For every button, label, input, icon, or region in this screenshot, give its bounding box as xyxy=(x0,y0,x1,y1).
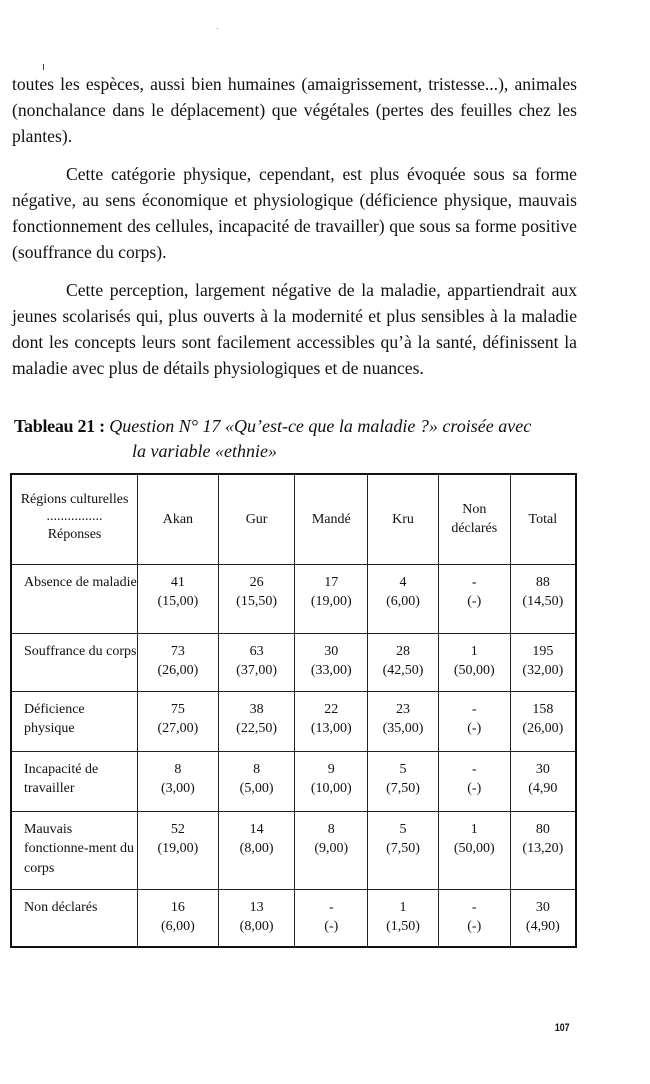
cell-percentage: (4,90 xyxy=(528,781,558,796)
cell-count: 88 xyxy=(535,574,550,590)
table-cell xyxy=(218,691,295,751)
cell-percentage: (35,00) xyxy=(382,721,424,736)
scan-artifact xyxy=(217,28,218,29)
cell-percentage: (50,00) xyxy=(453,663,495,678)
cell-count: - xyxy=(471,701,477,717)
row-label: Incapacité de travailler xyxy=(11,751,138,811)
table-cell xyxy=(368,889,439,947)
cell-count: 30 xyxy=(535,899,550,915)
scan-artifact xyxy=(43,64,44,70)
page-number: 107 xyxy=(554,1022,570,1034)
row-label: Mauvais fonctionne-ment du corps xyxy=(11,811,138,889)
cell-percentage: (42,50) xyxy=(382,663,424,678)
table-corner-header xyxy=(11,474,138,564)
cell-count: 158 xyxy=(532,701,554,717)
paragraph: toutes les espèces, aussi bien humaines (amaigrissement, tristesse...), animales (nonchalance dans le déplacement) que végétales (pertes des feuilles chez les plantes). xyxy=(12,74,577,146)
cell-count: 16 xyxy=(170,899,185,915)
table-cell xyxy=(138,564,219,633)
cell-percentage: (15,00) xyxy=(157,594,199,609)
table-caption xyxy=(14,414,594,464)
cell-percentage: (8,00) xyxy=(239,841,274,856)
column-header-total: Total xyxy=(510,474,576,564)
table-cell xyxy=(438,751,510,811)
cell-count: 17 xyxy=(324,574,339,590)
column-header-gur: Gur xyxy=(218,474,295,564)
cell-count: 1 xyxy=(399,899,407,915)
table-cell xyxy=(295,691,368,751)
table-cell xyxy=(368,751,439,811)
corner-divider-dots: ................ xyxy=(46,509,103,525)
column-header-kru: Kru xyxy=(368,474,439,564)
cell-count: 52 xyxy=(170,821,185,837)
table-cell xyxy=(138,811,219,889)
table-caption-label: Tableau 21 : xyxy=(14,416,105,436)
cell-percentage: (15,50) xyxy=(236,594,277,609)
cell-count: 30 xyxy=(324,643,339,659)
column-header-akan: Akan xyxy=(138,474,219,564)
table-cell xyxy=(295,564,368,633)
table-cell xyxy=(510,691,576,751)
table-row xyxy=(11,564,576,633)
table-row xyxy=(11,691,576,751)
row-label: Absence de maladie xyxy=(11,564,138,633)
table-cell xyxy=(438,633,510,691)
cell-count: 1 xyxy=(470,643,478,659)
table-cell xyxy=(295,889,368,947)
cell-percentage: (7,50) xyxy=(386,841,420,856)
cell-count: 1 xyxy=(470,821,478,837)
cell-percentage: (3,00) xyxy=(160,781,195,796)
table-cell xyxy=(510,889,576,947)
cell-count: 23 xyxy=(396,701,410,717)
cell-count: 22 xyxy=(324,701,339,717)
cell-count: 8 xyxy=(253,761,261,777)
cell-count: 195 xyxy=(532,643,554,659)
cell-percentage: (-) xyxy=(467,594,482,609)
cell-count: 41 xyxy=(170,574,185,590)
cell-percentage: (19,00) xyxy=(310,594,352,609)
cell-count: 80 xyxy=(535,821,550,837)
cell-count: 5 xyxy=(399,761,407,777)
table-cell xyxy=(510,564,576,633)
table-caption-title: Question N° 17 «Qu’est-ce que la maladie ?» croisée avec xyxy=(109,416,532,436)
table-cell xyxy=(438,564,510,633)
cell-count: 14 xyxy=(249,821,264,837)
cell-percentage: (22,50) xyxy=(236,721,277,736)
body-text xyxy=(12,71,577,381)
table-cell xyxy=(438,691,510,751)
cell-percentage: (14,50) xyxy=(522,594,564,609)
table-cell xyxy=(510,633,576,691)
table-cell xyxy=(295,633,368,691)
table-cell xyxy=(218,633,295,691)
cell-count: 30 xyxy=(535,761,550,777)
table-row xyxy=(11,633,576,691)
cell-percentage: (-) xyxy=(467,919,482,934)
table-header-row xyxy=(11,474,576,564)
cell-count: 38 xyxy=(249,701,264,717)
cell-percentage: (9,00) xyxy=(314,841,349,856)
cell-percentage: (37,00) xyxy=(236,663,277,678)
table-cell xyxy=(138,889,219,947)
table-cell xyxy=(218,811,295,889)
cell-count: 13 xyxy=(249,899,264,915)
cell-percentage: (13,20) xyxy=(522,841,564,856)
cell-percentage: (4,90) xyxy=(525,919,560,934)
column-header-mande: Mandé xyxy=(295,474,368,564)
table-cell xyxy=(138,751,219,811)
cell-percentage: (26,00) xyxy=(522,721,564,736)
table-cell xyxy=(218,751,295,811)
table-cell xyxy=(438,889,510,947)
cell-count: - xyxy=(471,899,477,915)
cell-count: - xyxy=(471,574,477,590)
row-label: Déficience physique xyxy=(11,691,138,751)
cell-percentage: (5,00) xyxy=(239,781,274,796)
cell-percentage: (1,50) xyxy=(386,919,420,934)
cell-count: 5 xyxy=(399,821,407,837)
table-cell xyxy=(218,889,295,947)
table-cell xyxy=(295,751,368,811)
corner-bottom-label: Réponses xyxy=(47,527,102,543)
cell-percentage: (-) xyxy=(467,781,482,796)
cell-percentage: (13,00) xyxy=(310,721,352,736)
cell-count: - xyxy=(328,899,334,915)
cell-count: 63 xyxy=(249,643,264,659)
table-cell xyxy=(368,564,439,633)
cell-count: 8 xyxy=(174,761,182,777)
cell-count: 4 xyxy=(399,574,407,590)
cell-count: 9 xyxy=(327,761,335,777)
cell-percentage: (-) xyxy=(467,721,482,736)
cell-percentage: (33,00) xyxy=(310,663,352,678)
table-cell xyxy=(368,691,439,751)
table-cell xyxy=(138,691,219,751)
column-header-non-declares: Non déclarés xyxy=(438,474,510,564)
row-label: Souffrance du corps xyxy=(11,633,138,691)
cell-percentage: (26,00) xyxy=(157,663,199,678)
cell-count: 75 xyxy=(170,701,185,717)
table-cell xyxy=(510,811,576,889)
table-caption-title-line2: la variable «ethnie» xyxy=(132,441,277,461)
table-cell xyxy=(438,811,510,889)
table-cell xyxy=(368,633,439,691)
table-row xyxy=(11,751,576,811)
row-label: Non déclarés xyxy=(11,889,138,947)
paragraph: Cette catégorie physique, cependant, est plus évoquée sous sa forme négative, au sens économique et physiologique (déficience physique, mauvais fonctionnement des cellules, incapacité de travailler) que sous sa forme positive (souffrance du corps). xyxy=(12,164,577,262)
table-cell xyxy=(138,633,219,691)
table-cell xyxy=(295,811,368,889)
cell-percentage: (-) xyxy=(324,919,339,934)
cell-percentage: (27,00) xyxy=(157,721,199,736)
table-row xyxy=(11,889,576,947)
cell-percentage: (10,00) xyxy=(310,781,352,796)
cell-percentage: (6,00) xyxy=(160,919,195,934)
cell-count: 8 xyxy=(327,821,335,837)
table-cell xyxy=(218,564,295,633)
table-cell xyxy=(510,751,576,811)
paragraph: Cette perception, largement négative de la maladie, appartiendrait aux jeunes scolarisés qui, plus ouverts à la modernité et plus sensibles à la maladie dont les concepts leurs sont facilement accessibles qu’à la santé, définissent la maladie avec plus de détails physiologiques et de nuances. xyxy=(12,280,577,378)
cell-count: - xyxy=(471,761,477,777)
cell-percentage: (50,00) xyxy=(453,841,495,856)
cell-percentage: (8,00) xyxy=(239,919,274,934)
cell-percentage: (19,00) xyxy=(157,841,199,856)
cell-count: 28 xyxy=(396,643,410,659)
cell-count: 26 xyxy=(249,574,264,590)
data-table xyxy=(10,473,577,948)
cell-percentage: (6,00) xyxy=(386,594,420,609)
cell-percentage: (7,50) xyxy=(386,781,420,796)
table-row xyxy=(11,811,576,889)
table-cell xyxy=(368,811,439,889)
corner-top-label: Régions culturelles xyxy=(20,491,129,507)
cell-count: 73 xyxy=(170,643,185,659)
cell-percentage: (32,00) xyxy=(522,663,564,678)
